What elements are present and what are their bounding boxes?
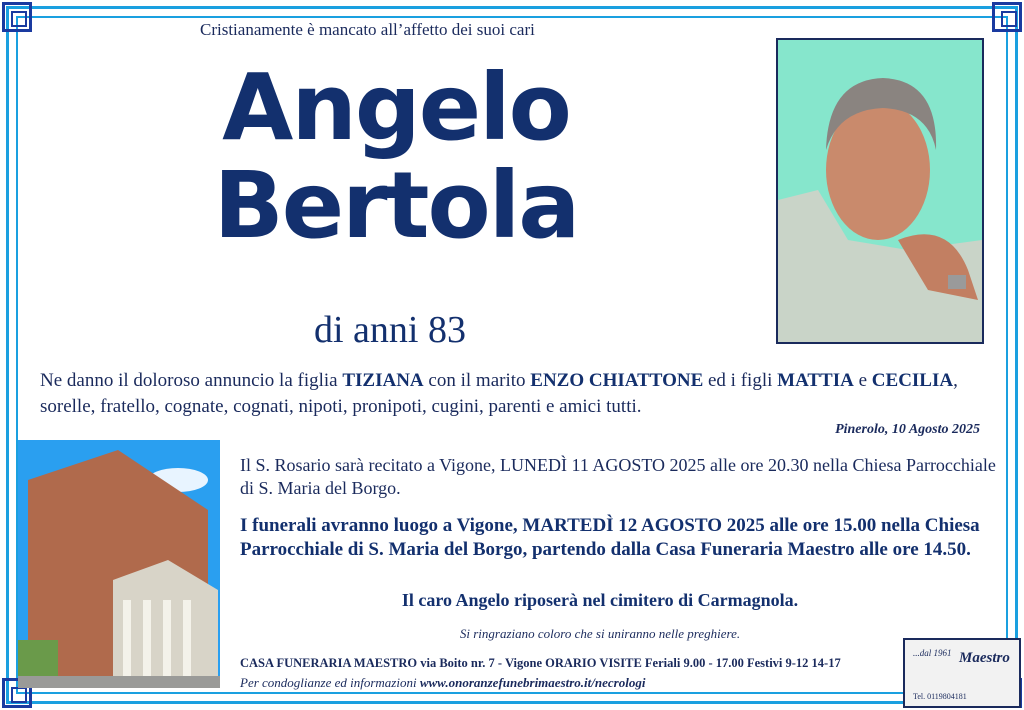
first-name: Angelo [222,54,570,161]
funeral-info: I funerali avranno luogo a Vigone, MARTEDÌ 12 AGOSTO 2025 alle ore 15.00 nella Chiesa Parrocchiale di S. Maria del Borgo, partendo dalla Casa Funeraria Maestro alle ore 14.50. [240,515,980,560]
last-name: Bertola [213,152,579,259]
funeral-home-info: CASA FUNERARIA MAESTRO via Boito nr. 7 - Vigone ORARIO VISITE Feriali 9.00 - 17.00 Festivi 9-12 14-17 [240,656,841,670]
intro-line: Cristianamente è mancato all’affetto dei suoi cari [200,20,535,39]
condolences-link[interactable]: www.onoranzefunebrimaestro.it/necrologi [419,675,646,690]
thanks-line: Si ringraziano coloro che si uniranno nelle preghiere. [459,626,741,641]
announcement-text: Ne danno il doloroso annuncio la figlia TIZIANA con il marito ENZO CHIATTONE ed i figli MATTIA e CECILIA, sorelle, fratello, cognate, cognati, nipoti, pronipoti, cugini, parenti e amici tutti. [40,370,958,417]
corner-ornament [992,2,1022,32]
condolences-line: Per condoglianze ed informazioni www.onoranzefunebrimaestro.it/necrologi [240,675,646,690]
portrait-photo [776,38,984,344]
age-line: di anni 83 [314,309,466,351]
rosary-info: Il S. Rosario sarà recitato a Vigone, LUNEDÌ 11 AGOSTO 2025 alle ore 20.30 nella Chiesa Parrocchiale di S. Maria del Borgo. [240,455,996,498]
corner-ornament [2,2,32,32]
church-photo [18,440,220,688]
place-date: Pinerolo, 10 Agosto 2025 [835,422,980,437]
burial-info: Il caro Angelo riposerà nel cimitero di Carmagnola. [401,590,799,610]
funeral-home-logo: ...dal 1961 Maestro Tel. 0119804181 [903,638,1021,708]
